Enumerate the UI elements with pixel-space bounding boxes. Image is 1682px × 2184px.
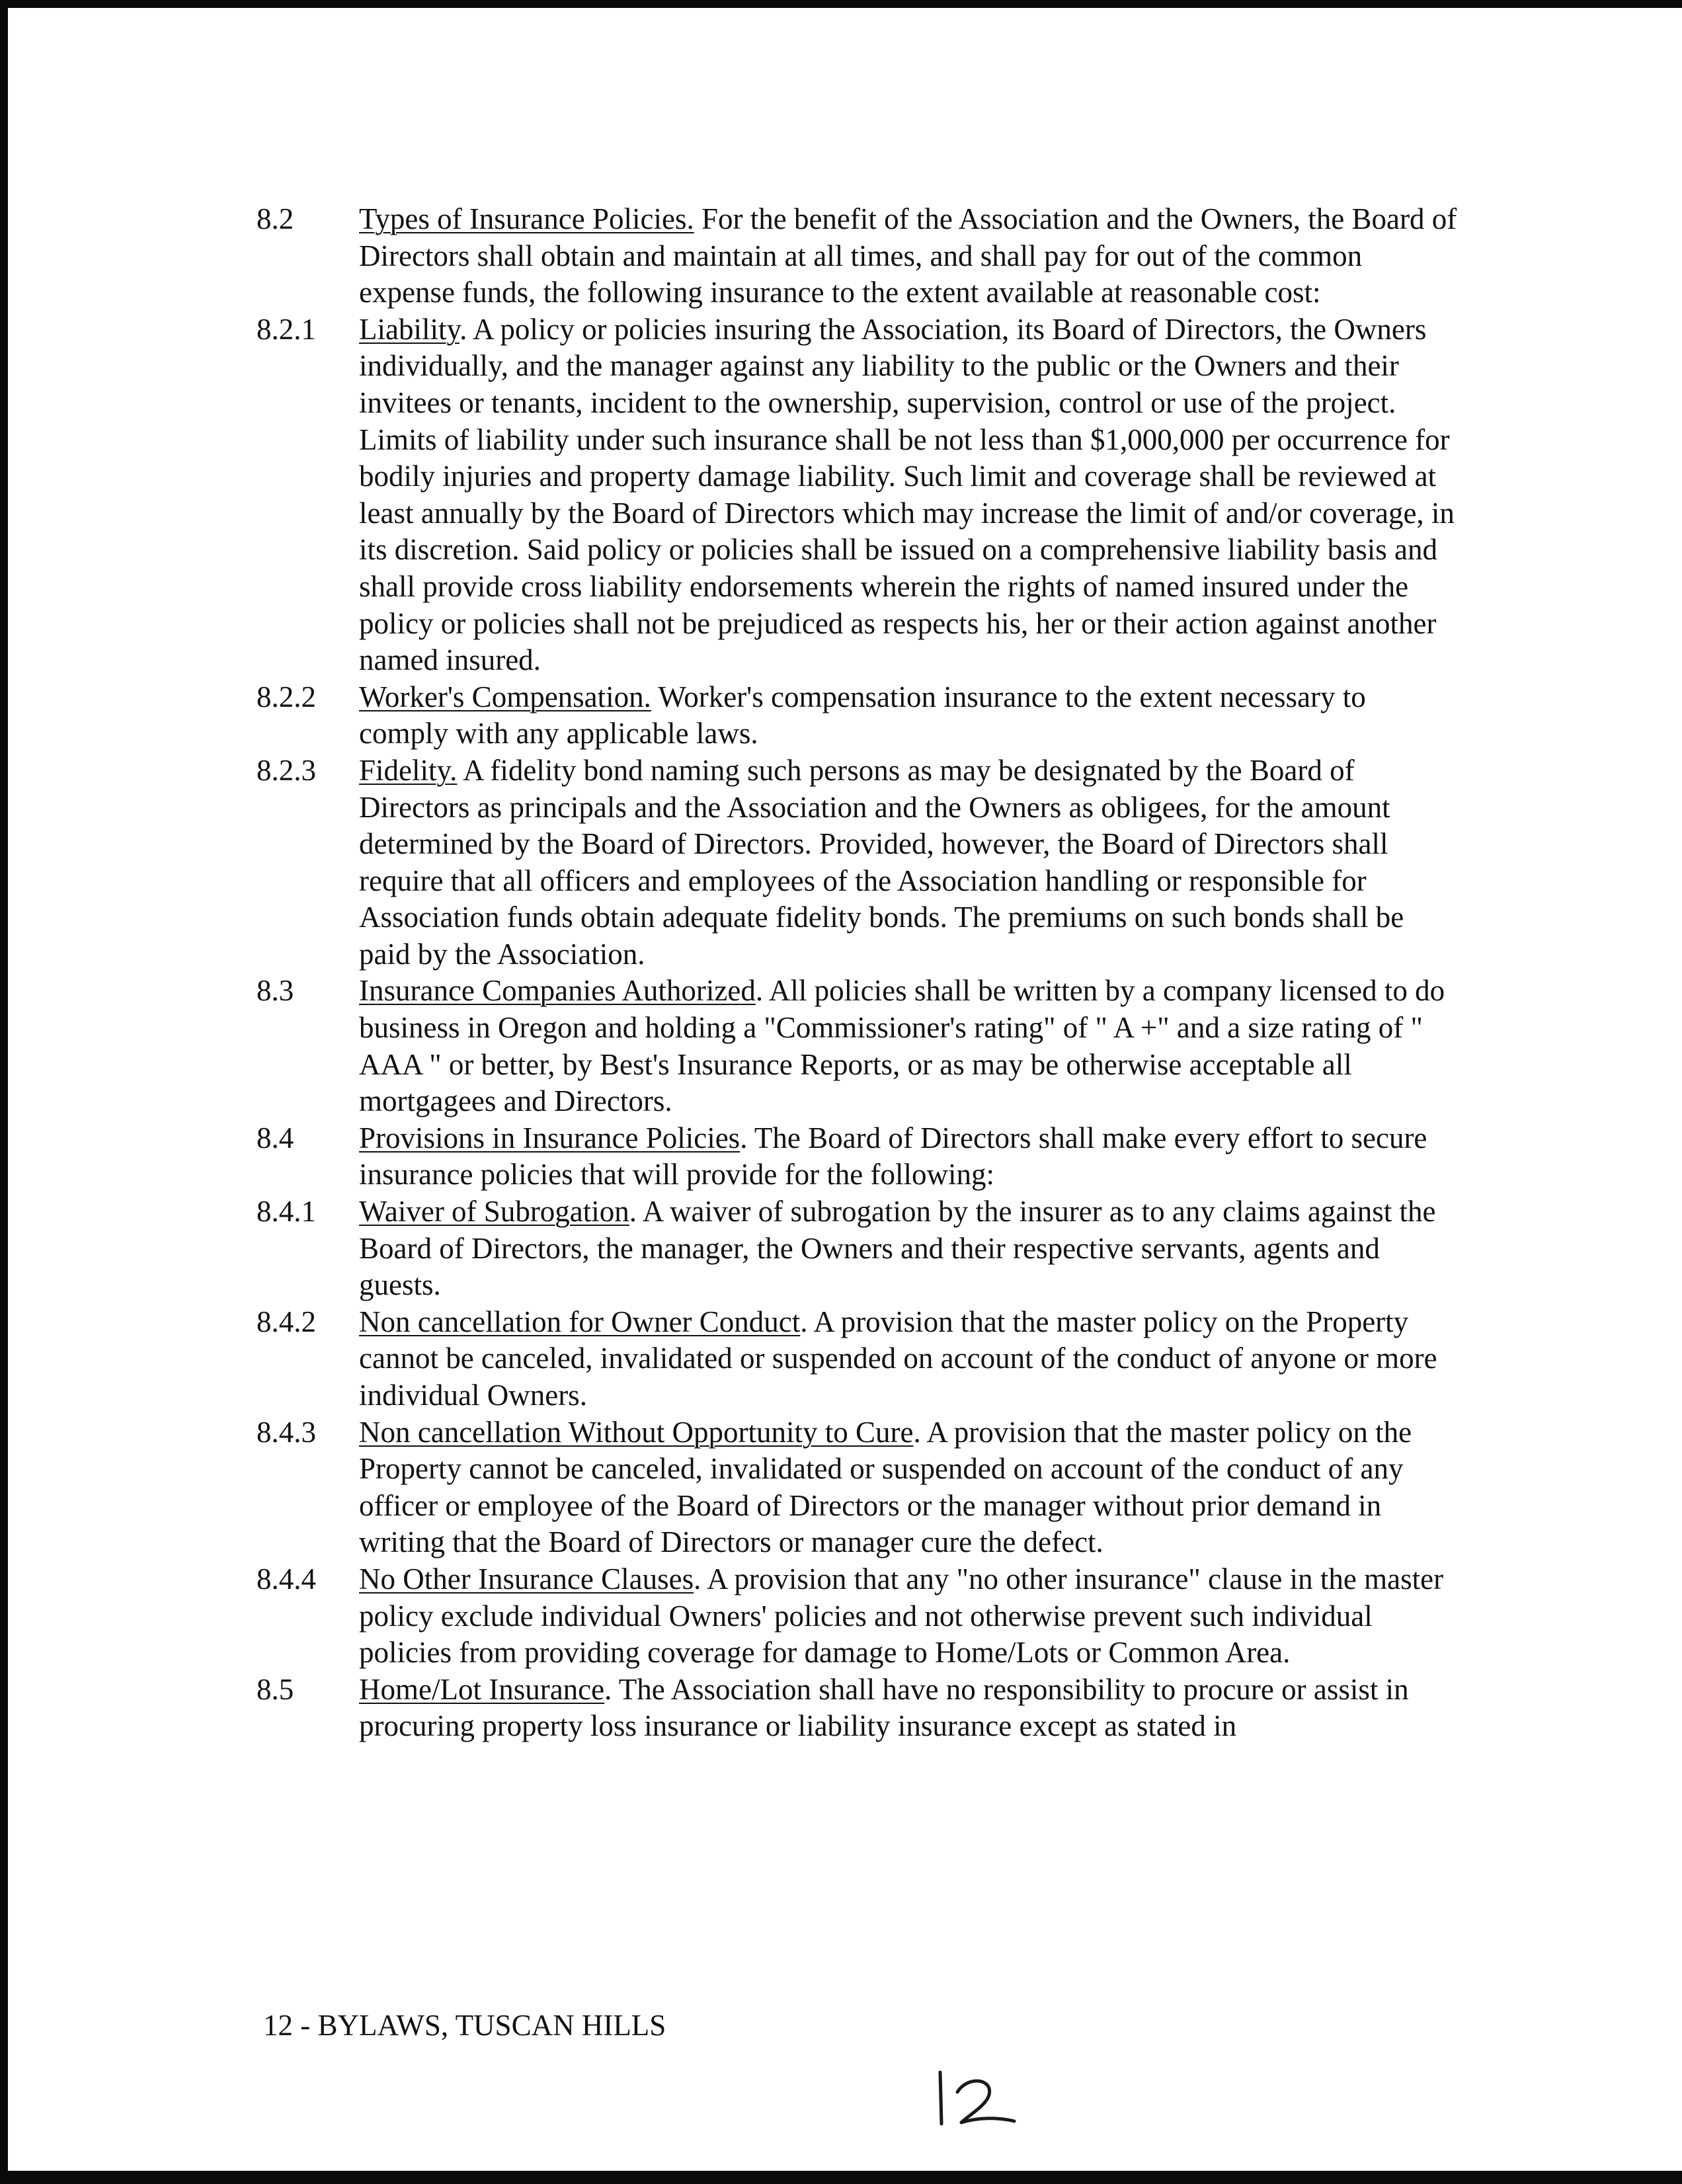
handwritten-page-number	[932, 2064, 1018, 2127]
section-number: 8.2.1	[257, 312, 316, 346]
section-text	[359, 1561, 1460, 1672]
section-text	[359, 201, 1460, 311]
section-text	[359, 1304, 1460, 1414]
section-number: 8.2.2	[257, 680, 316, 713]
section-8-2-2	[257, 679, 1460, 752]
section-number: 8.2.3	[257, 753, 316, 787]
section-body: . A waiver of subrogation by the insurer as to any claims against the Board of Directors, the manager, the Owners and their respective servants, agents and guests.	[359, 1195, 1436, 1302]
section-heading: No Other Insurance Clauses	[359, 1562, 694, 1596]
section-number: 8.4	[257, 1121, 294, 1154]
section-heading: Provisions in Insurance Policies	[359, 1121, 741, 1154]
section-text	[359, 1193, 1460, 1304]
section-number: 8.4.4	[257, 1562, 316, 1596]
section-body: A fidelity bond naming such persons as may be designated by the Board of Directors as principals and the Association and the Owners as obligees, for the amount determined by the Board of Directors. Provided, however, the Board of Directors shall require that all officers and employees of the Association handling or responsible for Association funds obtain adequate fidelity bonds. The premiums on such bonds shall be paid by the Association.	[359, 753, 1404, 971]
section-8-3	[257, 973, 1460, 1119]
section-8-2-3	[257, 752, 1460, 973]
section-heading: Non cancellation Without Opportunity to Cure	[359, 1415, 914, 1449]
section-text	[359, 1672, 1460, 1745]
section-number: 8.4.1	[257, 1195, 316, 1229]
section-8-4	[257, 1120, 1460, 1193]
section-heading: Non cancellation for Owner Conduct	[359, 1305, 801, 1338]
section-8-4-3	[257, 1414, 1460, 1561]
section-body: Worker's compensation insurance to the extent necessary to comply with any applicable laws.	[359, 680, 1366, 750]
section-text	[359, 1120, 1460, 1193]
section-body: . All policies shall be written by a company licensed to do business in Oregon and holding a "Commissioner's rating" of " A +" and a size rating of " AAA " or better, by Best's Insurance Reports, or as may be otherwise acceptable all mortgagees and Directors.	[359, 974, 1445, 1118]
document-body	[257, 201, 1460, 1745]
section-body: For the benefit of the Association and the Owners, the Board of Directors shall obtain and maintain at all times, and shall pay for out of the common expense funds, the following insurance to the extent available at reasonable cost:	[359, 202, 1457, 309]
section-heading: Types of Insurance Policies.	[359, 202, 694, 235]
section-text	[359, 1414, 1460, 1561]
section-text	[359, 311, 1460, 679]
section-number: 8.4.2	[257, 1305, 316, 1338]
section-text	[359, 679, 1460, 752]
section-number: 8.2	[257, 202, 294, 235]
section-8-2	[257, 201, 1460, 311]
section-text	[359, 973, 1460, 1119]
page-footer: 12 - BYLAWS, TUSCAN HILLS	[263, 2009, 666, 2042]
section-heading: Liability	[359, 312, 460, 346]
section-8-4-4	[257, 1561, 1460, 1672]
section-number: 8.5	[257, 1672, 294, 1706]
section-heading: Worker's Compensation.	[359, 680, 651, 713]
section-8-4-1	[257, 1193, 1460, 1304]
section-heading: Home/Lot Insurance	[359, 1672, 605, 1706]
section-8-5	[257, 1672, 1460, 1745]
section-body: . A provision that any "no other insurance" clause in the master policy exclude individual Owners' policies and not otherwise prevent such individual policies from providing coverage for damage to Home/Lots or Common Area.	[359, 1562, 1444, 1670]
section-body: . The Board of Directors shall make every effort to secure insurance policies that will provide for the following:	[359, 1121, 1427, 1192]
scan-border-left	[0, 0, 8, 2184]
section-body: . A policy or policies insuring the Association, its Board of Directors, the Owners individually, and the manager against any liability to the public or the Owners and their invitees or tenants, incident to the ownership, supervision, control or use of the project. Limits of liability under such insurance shall be not less than $1,000,000 per occurrence for bodily injuries and property damage liability. Such limit and coverage shall be reviewed at least annually by the Board of Directors which may increase the limit of and/or coverage, in its discretion. Said policy or policies shall be issued on a comprehensive liability basis and shall provide cross liability endorsements wherein the rights of named insured under the policy or policies shall not be prejudiced as respects his, her or their action against another named insured.	[359, 312, 1455, 677]
section-body: . The Association shall have no responsibility to procure or assist in procuring property loss insurance or liability insurance except as stated in	[359, 1672, 1409, 1743]
section-text	[359, 752, 1460, 973]
section-heading: Waiver of Subrogation	[359, 1195, 629, 1229]
scan-border-top	[0, 0, 1682, 8]
section-heading: Insurance Companies Authorized	[359, 974, 756, 1008]
section-8-4-2	[257, 1304, 1460, 1414]
section-8-2-1	[257, 311, 1460, 679]
section-number: 8.4.3	[257, 1415, 316, 1449]
section-number: 8.3	[257, 974, 294, 1008]
section-body: . A provision that the master policy on the Property cannot be canceled, invalidated or suspended on account of the conduct of any officer or employee of the Board of Directors or the manager without prior demand in writing that the Board of Directors or manager cure the defect.	[359, 1415, 1412, 1559]
section-heading: Fidelity.	[359, 753, 458, 787]
scan-border-bottom	[0, 2171, 1682, 2184]
section-body: . A provision that the master policy on the Property cannot be canceled, invalidated or suspended on account of the conduct of anyone or more individual Owners.	[359, 1305, 1437, 1412]
